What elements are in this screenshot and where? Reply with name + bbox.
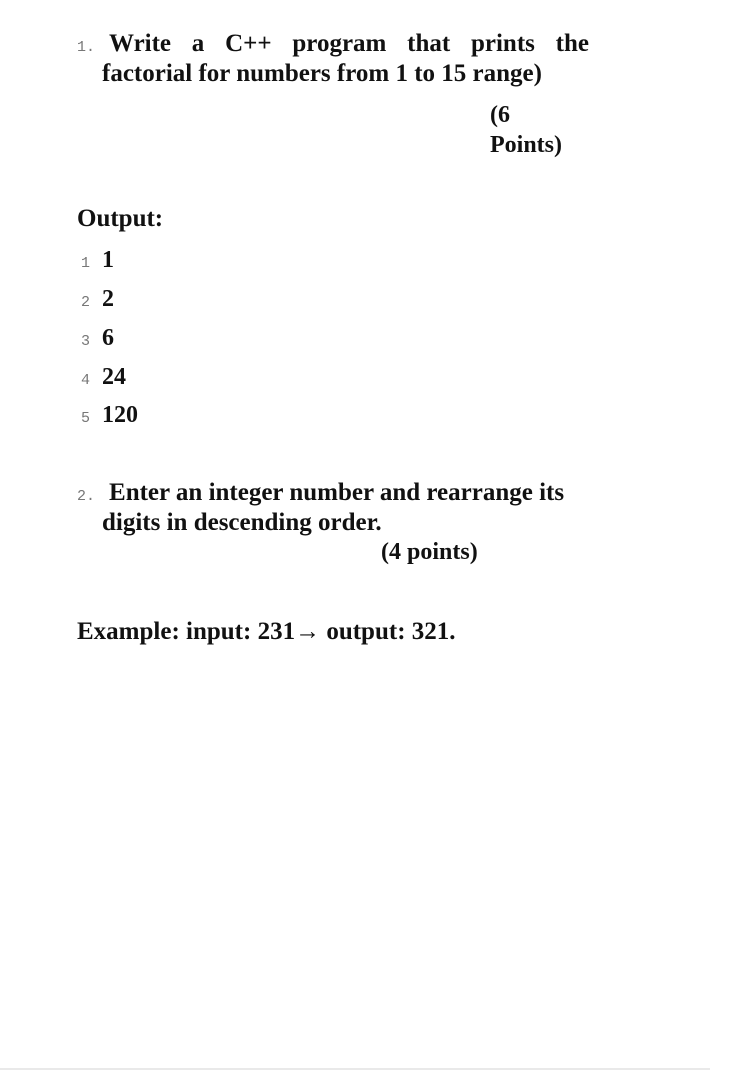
output-value: 24 <box>102 364 126 390</box>
question-1-number: 1. <box>77 39 96 56</box>
question-1-text-line-2: factorial for numbers from 1 to 15 range) <box>102 60 542 87</box>
question-1-line-1 <box>77 30 589 58</box>
output-row <box>81 402 138 429</box>
output-line-number: 3 <box>81 333 91 350</box>
output-row <box>81 325 114 352</box>
question-1-points-line-2: Points) <box>490 132 562 158</box>
question-1-points-line-1: (6 <box>490 102 510 128</box>
output-line-number: 1 <box>81 255 91 272</box>
output-label: Output: <box>77 205 164 232</box>
output-line-number: 5 <box>81 410 91 427</box>
bottom-divider <box>0 1068 710 1070</box>
output-row <box>81 286 114 313</box>
output-line-number: 4 <box>81 372 91 389</box>
question-1-points <box>490 100 610 160</box>
output-value: 1 <box>102 247 114 273</box>
output-value: 120 <box>102 402 138 428</box>
output-row <box>81 247 114 274</box>
output-value: 2 <box>102 286 114 312</box>
output-line-number: 2 <box>81 294 91 311</box>
example-text: Example: input: 231→ output: 321. <box>77 618 456 645</box>
output-value: 6 <box>102 325 114 351</box>
question-2-text-line-2: digits in descending order. <box>102 509 382 536</box>
question-1-text-line-1: Write a C++ program that prints the <box>109 30 589 57</box>
question-2-points: (4 points) <box>381 539 478 565</box>
question-2-number: 2. <box>77 488 96 505</box>
question-2-text-line-1: Enter an integer number and rearrange its <box>109 479 565 506</box>
output-row <box>81 364 126 391</box>
question-2-line-1 <box>77 479 589 507</box>
